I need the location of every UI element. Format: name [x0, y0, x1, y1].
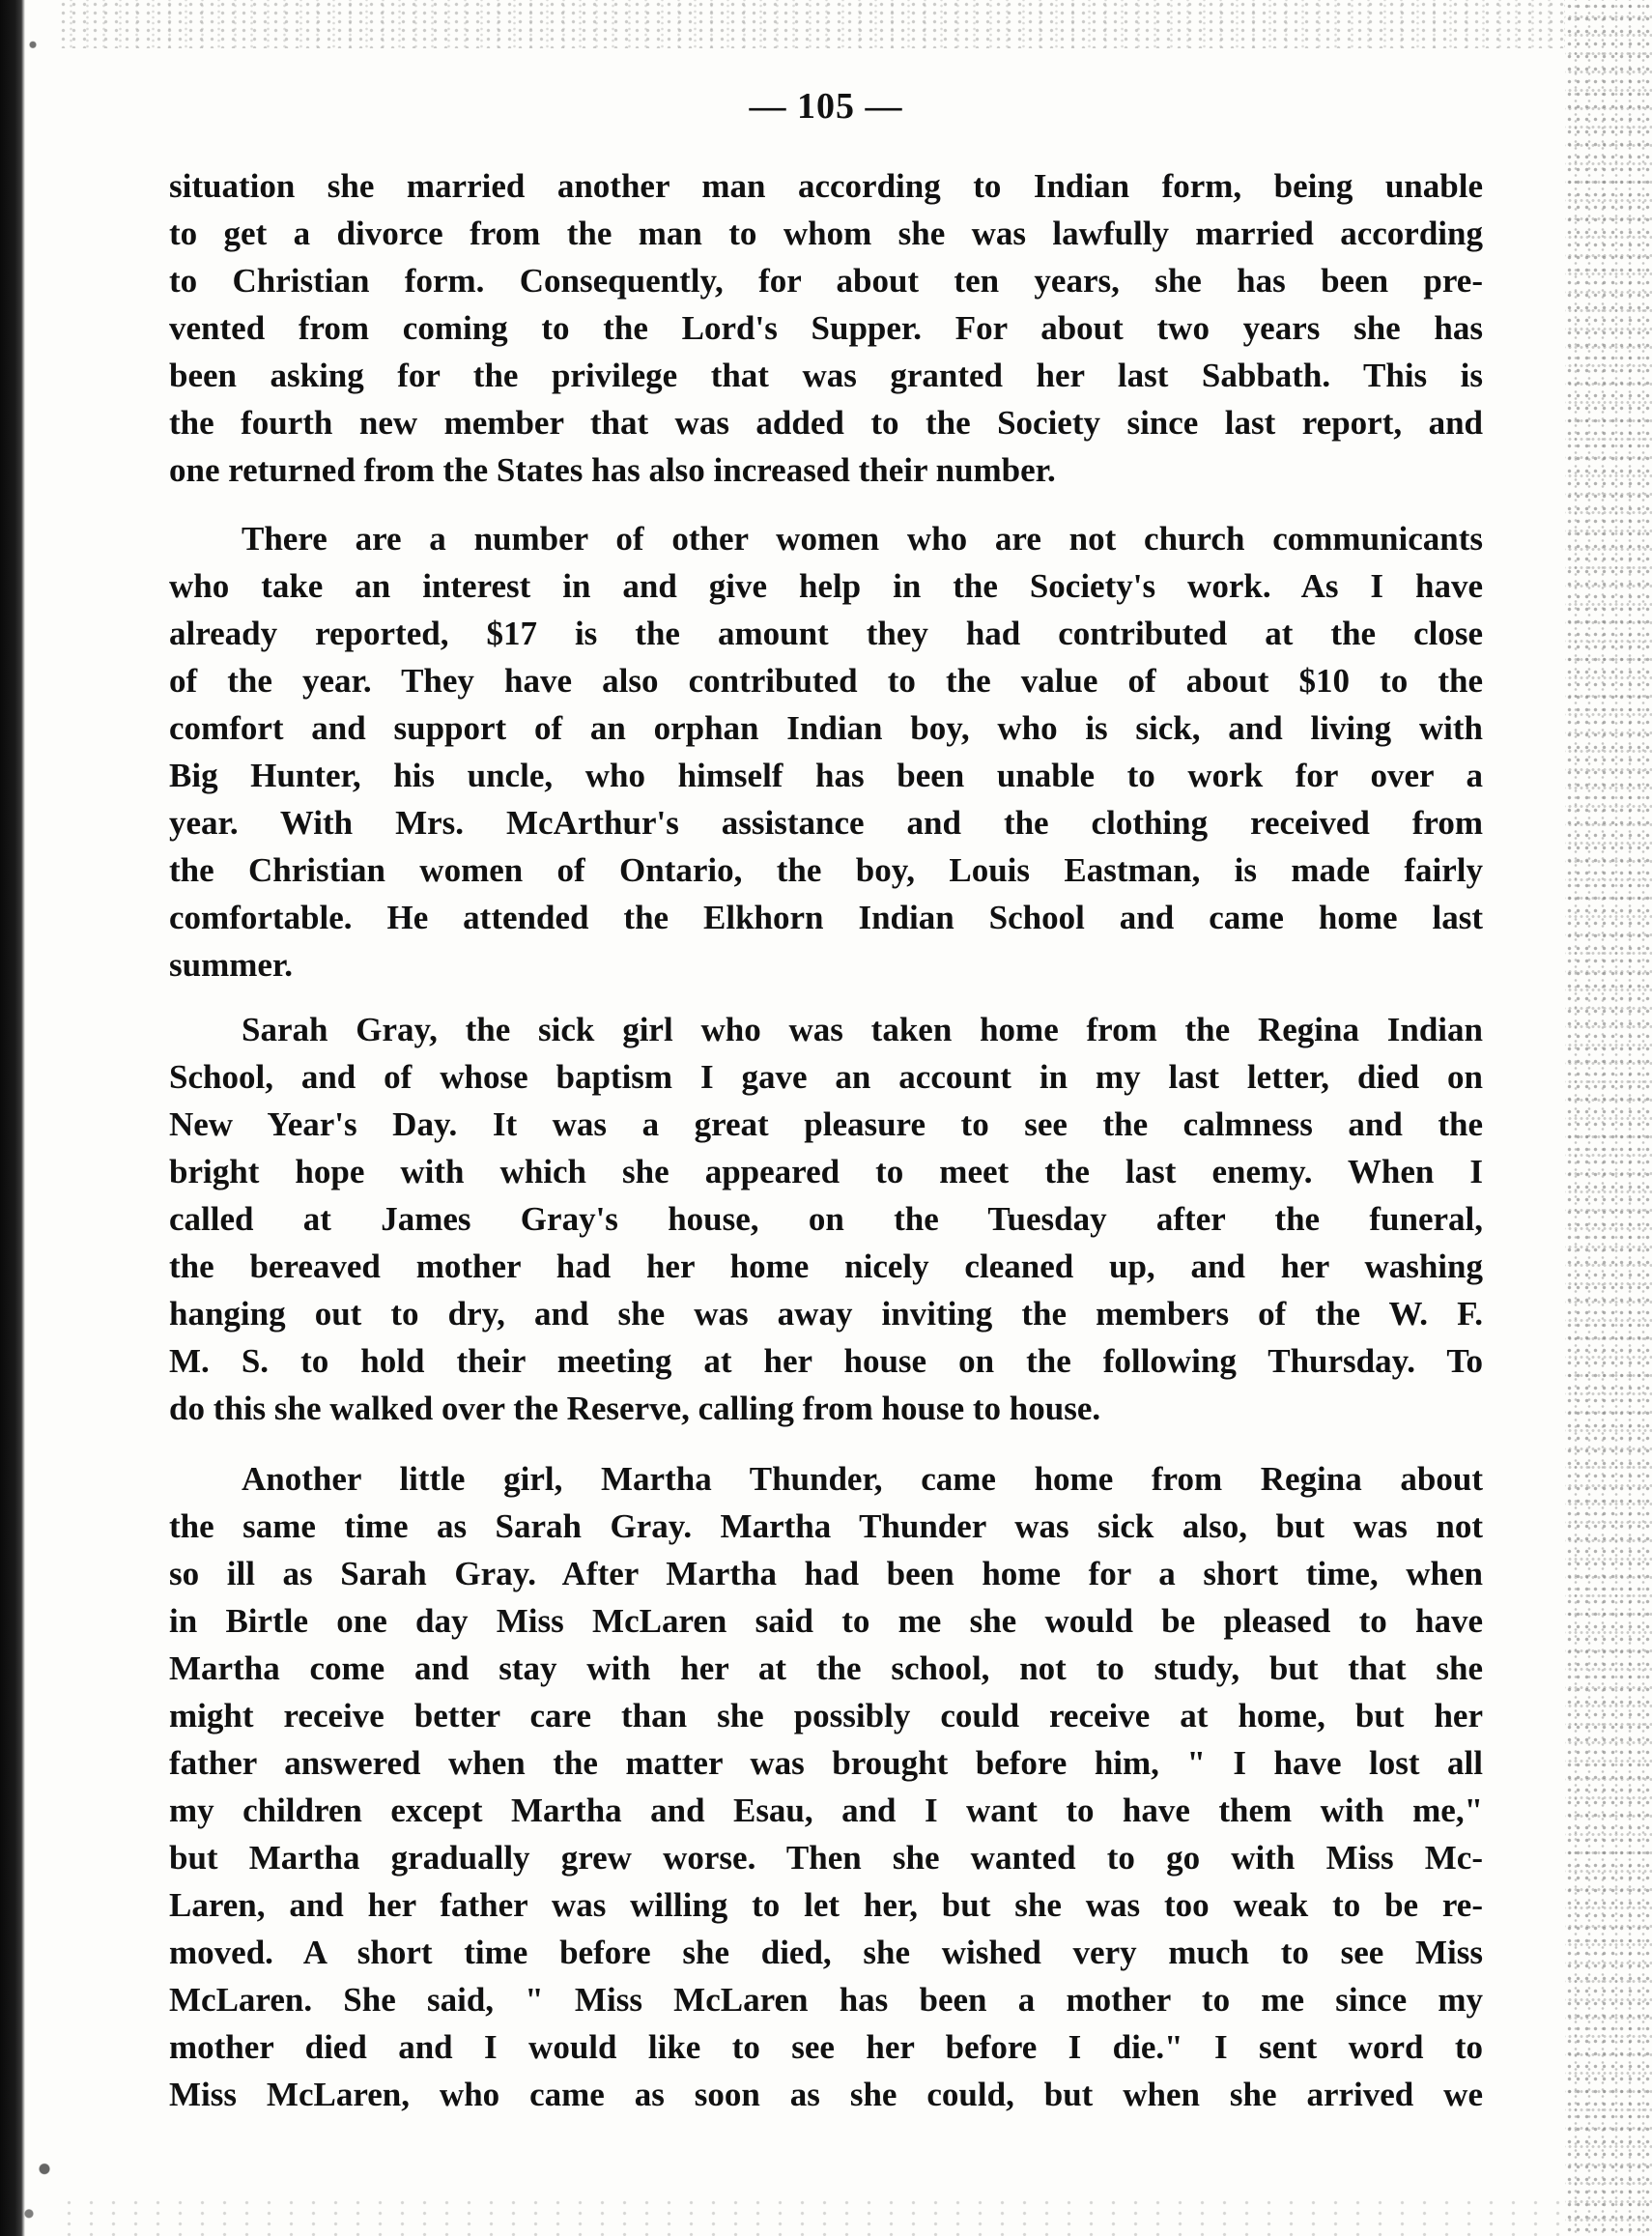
text-line: bright hope with which she appeared to meet the last enemy. When I	[169, 1153, 1483, 1190]
text-line: in Birtle one day Miss McLaren said to me she would be pleased to have	[169, 1602, 1483, 1640]
text-line: to Christian form. Consequently, for about ten years, she has been pre-	[169, 262, 1483, 300]
text-line: situation she married another man according to Indian form, being unable	[169, 167, 1483, 205]
text-line: been asking for the privilege that was granted her last Sabbath. This is	[169, 357, 1483, 394]
text-line: who take an interest in and give help in the Society's work. As I have	[169, 567, 1483, 605]
bottom-scan-noise	[58, 2197, 1565, 2236]
text-line: do this she walked over the Reserve, calling from house to house.	[169, 1390, 1101, 1427]
right-scan-noise	[1565, 0, 1652, 2236]
text-line: the same time as Sarah Gray. Martha Thunder was sick also, but was not	[169, 1507, 1483, 1545]
text-line: moved. A short time before she died, she wished very much to see Miss	[169, 1934, 1483, 1971]
page-number: — 105 —	[749, 86, 903, 127]
text-line: summer.	[169, 946, 294, 984]
text-line: M. S. to hold their meeting at her house on the following Thursday. To	[169, 1342, 1483, 1380]
text-line: so ill as Sarah Gray. After Martha had been home for a short time, when	[169, 1555, 1483, 1592]
text-line: one returned from the States has also increased their number.	[169, 451, 1056, 489]
text-line: might receive better care than she possibly could receive at home, but her	[169, 1697, 1483, 1734]
text-line: the Christian women of Ontario, the boy, Louis Eastman, is made fairly	[169, 851, 1483, 889]
text-line: vented from coming to the Lord's Supper. For about two years she has	[169, 309, 1483, 347]
paragraph-4	[169, 1455, 1483, 2118]
edge-speckle	[21, 0, 60, 2236]
text-line: already reported, $17 is the amount they had contributed at the close	[169, 615, 1483, 652]
text-line: There are a number of other women who are not church communicants	[242, 520, 1483, 558]
text-line: Big Hunter, his uncle, who himself has been unable to work for over a	[169, 757, 1483, 794]
text-line: Sarah Gray, the sick girl who was taken home from the Regina Indian	[242, 1011, 1483, 1048]
text-line: McLaren. She said, " Miss McLaren has been a mother to me since my	[169, 1981, 1483, 2019]
text-line: Martha come and stay with her at the school, not to study, but that she	[169, 1649, 1483, 1687]
text-line: the fourth new member that was added to the Society since last report, and	[169, 404, 1483, 442]
text-line: of the year. They have also contributed to the value of about $10 to the	[169, 662, 1483, 700]
paragraph-2	[169, 515, 1483, 989]
text-line: to get a divorce from the man to whom she was lawfully married according	[169, 215, 1483, 252]
text-line: comfortable. He attended the Elkhorn Indian School and came home last	[169, 899, 1483, 936]
text-line: Miss McLaren, who came as soon as she could, but when she arrived we	[169, 2076, 1483, 2113]
paragraph-3	[169, 1006, 1483, 1432]
text-line: Another little girl, Martha Thunder, came home from Regina about	[242, 1460, 1483, 1498]
text-line: comfort and support of an orphan Indian boy, who is sick, and living with	[169, 709, 1483, 747]
text-line: Laren, and her father was willing to let her, but she was too weak to be re-	[169, 1886, 1483, 1924]
text-line: my children except Martha and Esau, and I want to have them with me,"	[169, 1792, 1483, 1829]
text-line: the bereaved mother had her home nicely cleaned up, and her washing	[169, 1247, 1483, 1285]
text-line: School, and of whose baptism I gave an account in my last letter, died on	[169, 1058, 1483, 1096]
text-line: father answered when the matter was brought before him, " I have lost all	[169, 1744, 1483, 1782]
text-line: called at James Gray's house, on the Tuesday after the funeral,	[169, 1200, 1483, 1238]
text-line: year. With Mrs. McArthur's assistance and the clothing received from	[169, 804, 1483, 842]
text-line: hanging out to dry, and she was away inviting the members of the W. F.	[169, 1295, 1483, 1333]
text-line: but Martha gradually grew worse. Then she wanted to go with Miss Mc-	[169, 1839, 1483, 1877]
paragraph-1	[169, 162, 1483, 494]
document-body	[169, 162, 1483, 2118]
text-line: mother died and I would like to see her before I die." I sent word to	[169, 2028, 1483, 2066]
text-line: New Year's Day. It was a great pleasure to see the calmness and the	[169, 1105, 1483, 1143]
top-scan-noise	[58, 0, 1565, 48]
